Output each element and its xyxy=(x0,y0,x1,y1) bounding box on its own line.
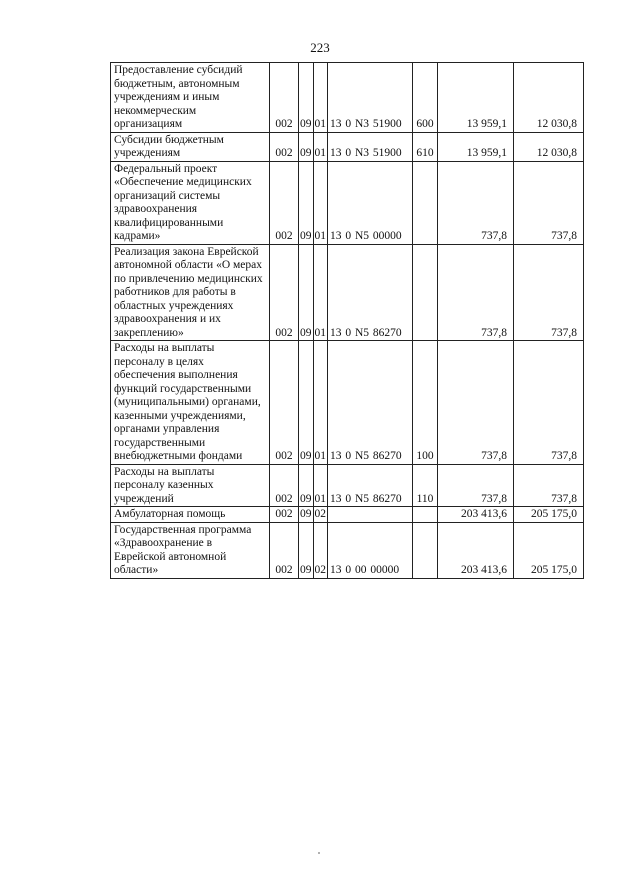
row-expense-type: 110 xyxy=(413,464,438,507)
row-name: Амбулаторная помощь xyxy=(111,507,270,523)
row-gr-code: 002 xyxy=(270,63,299,133)
row-name: Предоставление субсидий бюджетным, автономным учреждениям и иным некоммерческим организациям xyxy=(111,63,270,133)
row-gr-code: 002 xyxy=(270,244,299,341)
row-subsection-code: 01 xyxy=(313,63,328,133)
row-sum-year-2: 12 030,8 xyxy=(514,132,584,161)
scan-dot xyxy=(318,852,320,854)
row-sum-year-1: 737,8 xyxy=(438,244,514,341)
table-row xyxy=(111,507,584,523)
row-subsection-code: 01 xyxy=(313,464,328,507)
row-expense-type xyxy=(413,161,438,244)
row-target-article: 13 0 N5 86270 xyxy=(328,464,413,507)
row-sum-year-1: 203 413,6 xyxy=(438,507,514,523)
row-sum-year-2: 737,8 xyxy=(514,244,584,341)
row-section-code: 09 xyxy=(299,341,314,465)
row-target-article: 13 0 00 00000 xyxy=(328,522,413,578)
row-name: Расходы на выплаты персоналу в целях обеспечения выполнения функций государственными (муниципальными) органами, казенными учреждениями, органами управления государственными внебюджетными фондами xyxy=(111,341,270,465)
row-name: Расходы на выплаты персоналу казенных учреждений xyxy=(111,464,270,507)
row-target-article: 13 0 N5 00000 xyxy=(328,161,413,244)
row-name: Субсидии бюджетным учреждениям xyxy=(111,132,270,161)
row-section-code: 09 xyxy=(299,244,314,341)
row-target-article xyxy=(328,507,413,523)
row-section-code: 09 xyxy=(299,522,314,578)
row-sum-year-2: 205 175,0 xyxy=(514,522,584,578)
row-sum-year-1: 13 959,1 xyxy=(438,132,514,161)
table-row xyxy=(111,341,584,465)
row-target-article: 13 0 N5 86270 xyxy=(328,244,413,341)
table-row xyxy=(111,132,584,161)
row-sum-year-2: 737,8 xyxy=(514,464,584,507)
row-expense-type xyxy=(413,507,438,523)
row-section-code: 09 xyxy=(299,161,314,244)
row-sum-year-1: 737,8 xyxy=(438,161,514,244)
row-expense-type xyxy=(413,522,438,578)
row-gr-code: 002 xyxy=(270,341,299,465)
row-sum-year-1: 203 413,6 xyxy=(438,522,514,578)
row-subsection-code: 01 xyxy=(313,341,328,465)
row-section-code: 09 xyxy=(299,464,314,507)
page-number: 223 xyxy=(310,40,330,55)
row-sum-year-2: 205 175,0 xyxy=(514,507,584,523)
row-expense-type: 600 xyxy=(413,63,438,133)
row-gr-code: 002 xyxy=(270,522,299,578)
row-section-code: 09 xyxy=(299,63,314,133)
row-gr-code: 002 xyxy=(270,464,299,507)
row-subsection-code: 02 xyxy=(314,508,326,520)
row-expense-type: 610 xyxy=(413,132,438,161)
row-sum-year-1: 737,8 xyxy=(438,341,514,465)
row-gr-code: 002 xyxy=(270,507,299,523)
row-expense-type xyxy=(413,244,438,341)
row-expense-type: 100 xyxy=(413,341,438,465)
row-subsection-code: 01 xyxy=(313,244,328,341)
table-row xyxy=(111,161,584,244)
row-target-article: 13 0 N3 51900 xyxy=(328,63,413,133)
table-row xyxy=(111,522,584,578)
budget-table xyxy=(110,62,584,579)
row-section-code: 09 xyxy=(299,132,314,161)
row-name: Государственная программа «Здравоохранение в Еврейской автономной области» xyxy=(111,522,270,578)
row-name: Реализация закона Еврейской автономной области «О мерах по привлечению медицинских работников для работы в областных учреждениях здравоохранения и их закреплению» xyxy=(111,244,270,341)
row-name: Федеральный проект «Обеспечение медицинских организаций системы здравоохранения квалифицированными кадрами» xyxy=(111,161,270,244)
row-subsection-code: 01 xyxy=(313,161,328,244)
row-section-code: 09 xyxy=(300,508,312,520)
row-sum-year-1: 737,8 xyxy=(438,464,514,507)
row-sum-year-2: 737,8 xyxy=(514,161,584,244)
table-row xyxy=(111,63,584,133)
row-sum-year-2: 12 030,8 xyxy=(514,63,584,133)
budget-table-body xyxy=(111,63,584,579)
row-sum-year-2: 737,8 xyxy=(514,341,584,465)
row-gr-code: 002 xyxy=(270,132,299,161)
row-target-article: 13 0 N5 86270 xyxy=(328,341,413,465)
row-gr-code: 002 xyxy=(270,161,299,244)
row-target-article: 13 0 N3 51900 xyxy=(328,132,413,161)
table-row xyxy=(111,244,584,341)
table-row xyxy=(111,464,584,507)
row-subsection-code: 02 xyxy=(313,522,328,578)
row-sum-year-1: 13 959,1 xyxy=(438,63,514,133)
row-subsection-code: 01 xyxy=(313,132,328,161)
